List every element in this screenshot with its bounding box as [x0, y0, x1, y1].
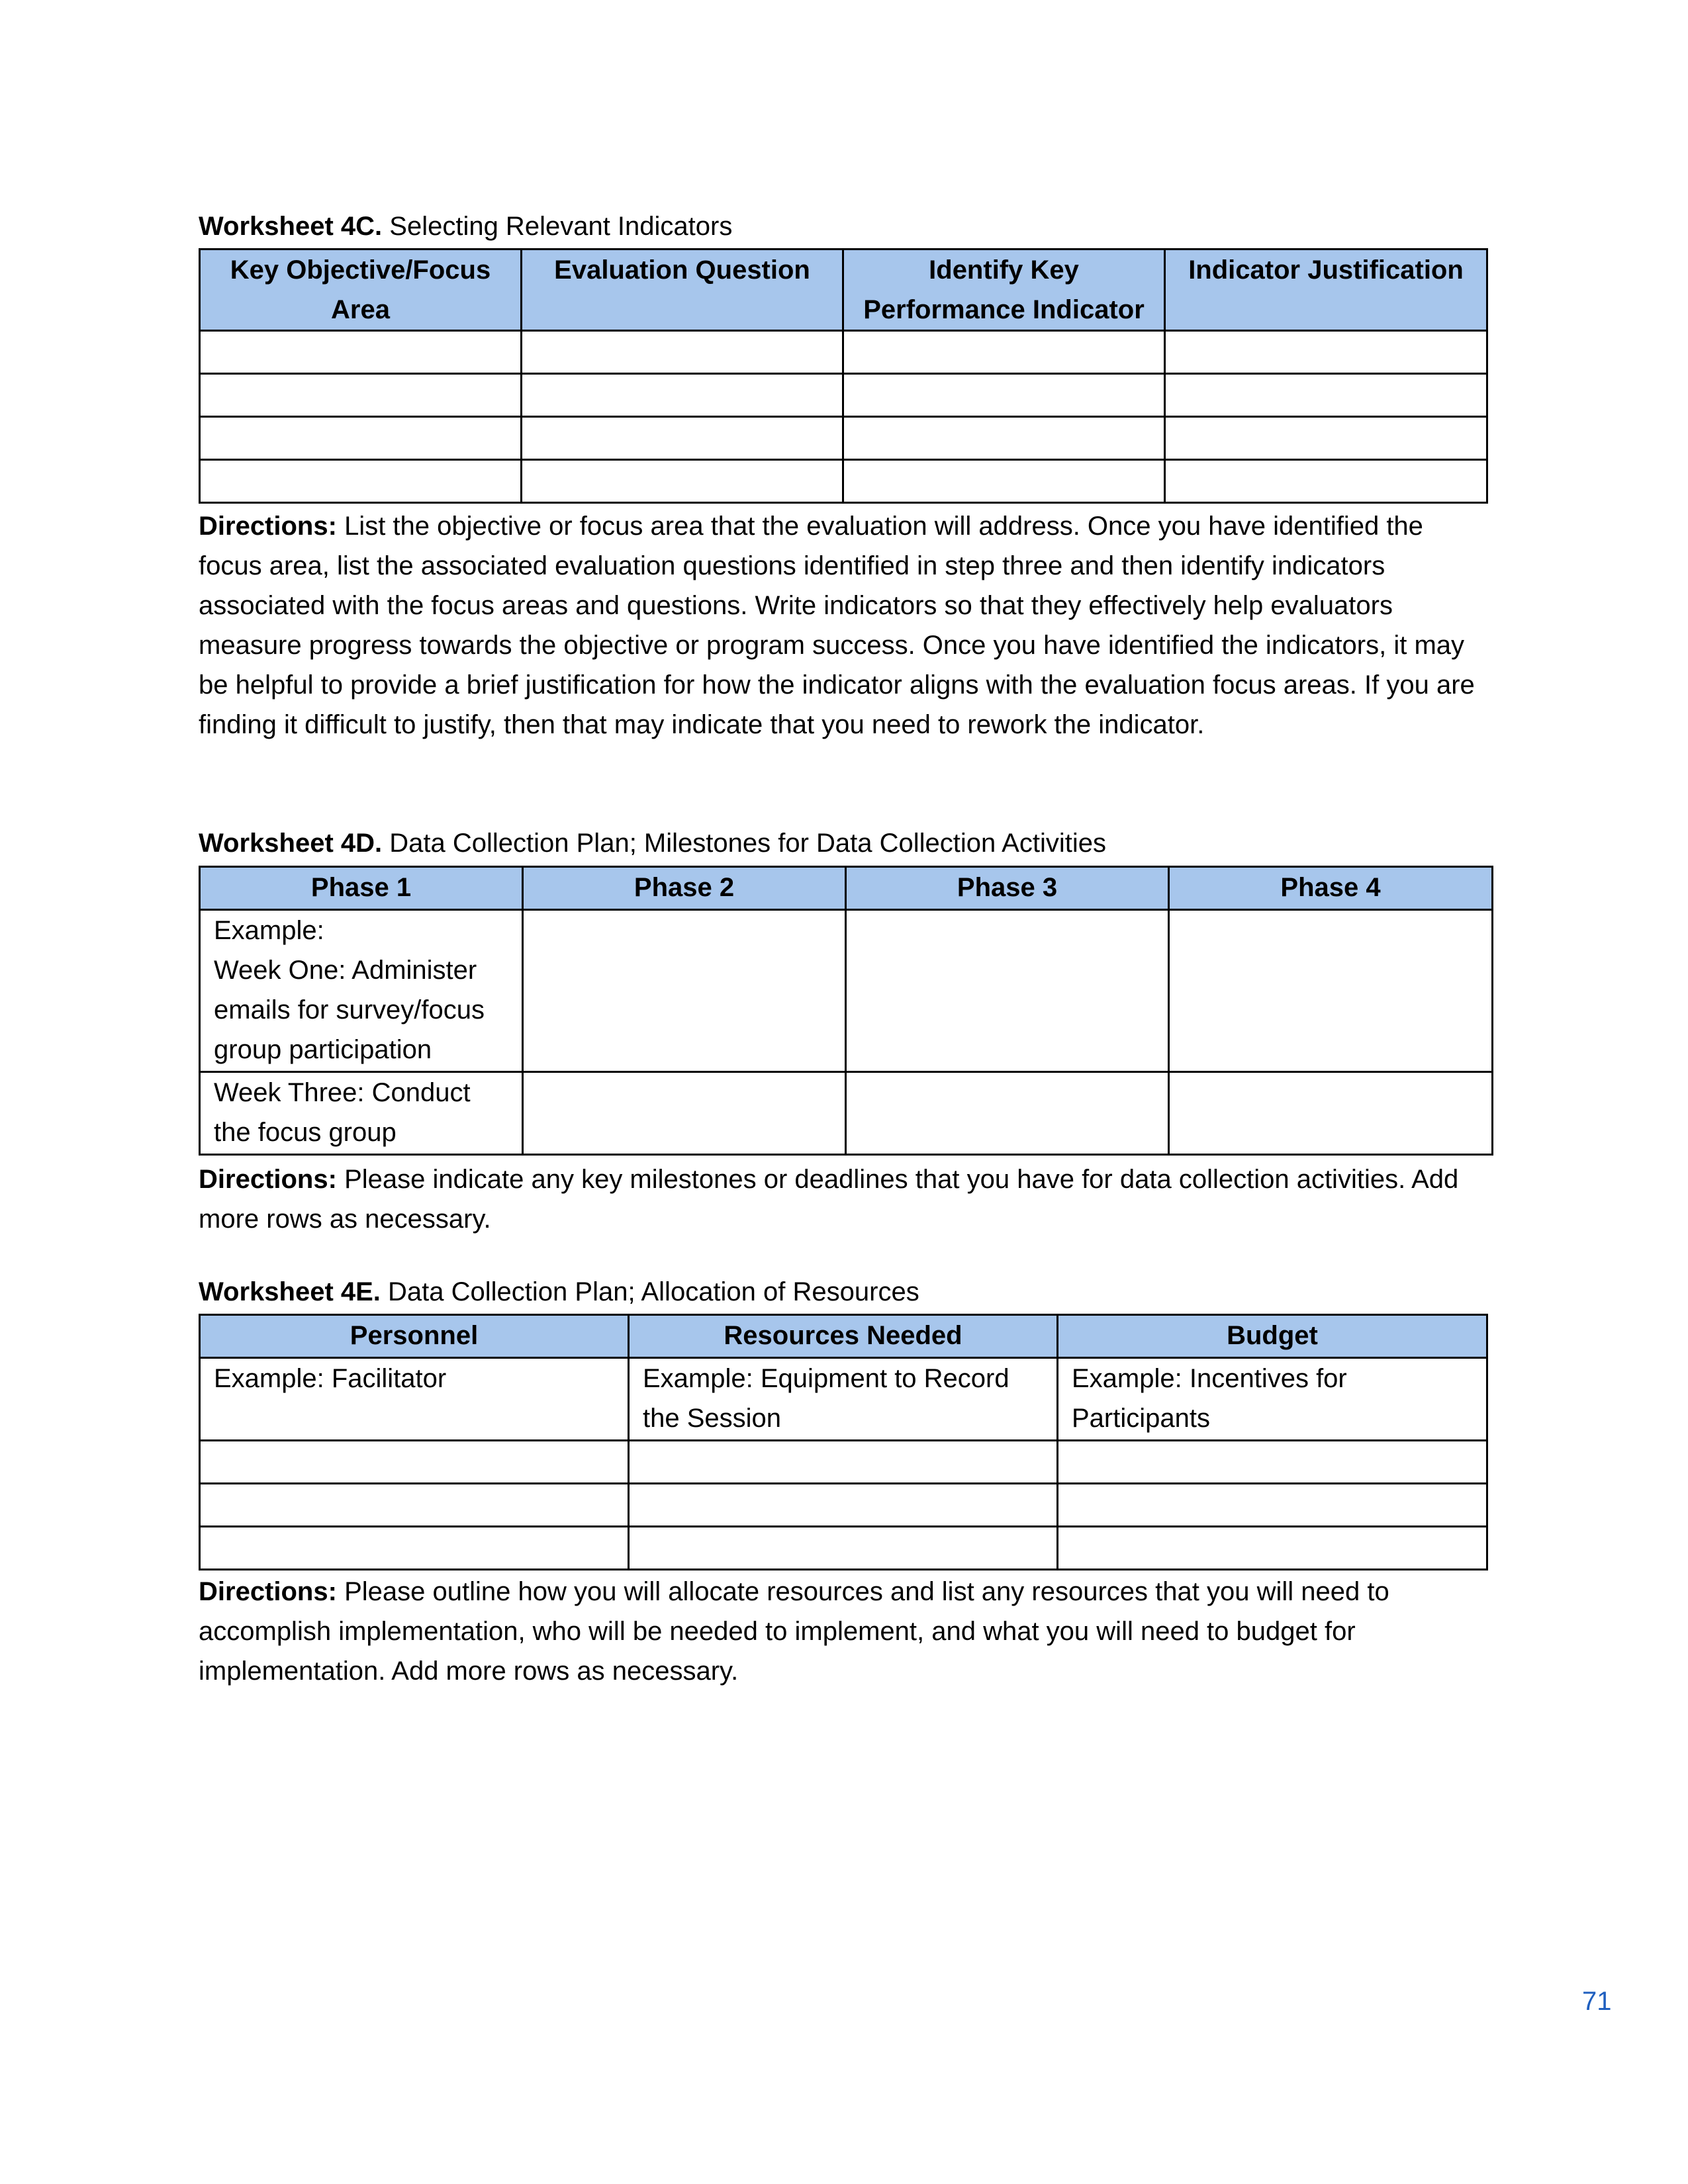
table-cell[interactable]	[629, 1527, 1058, 1570]
table-cell[interactable]	[629, 1484, 1058, 1527]
table-header-row	[200, 867, 1493, 910]
table-row	[200, 1527, 1487, 1570]
header-resources-needed: Resources Needed	[629, 1315, 1058, 1358]
table-cell[interactable]	[200, 331, 522, 374]
table-cell[interactable]	[846, 910, 1169, 1072]
table-cell[interactable]	[200, 1484, 629, 1527]
worksheet-4d-caption	[199, 827, 1106, 859]
table-row	[200, 460, 1487, 503]
table-cell[interactable]	[1169, 910, 1493, 1072]
table-cell[interactable]	[522, 374, 843, 417]
table-row	[200, 910, 1493, 1072]
header-personnel: Personnel	[200, 1315, 629, 1358]
worksheet-4c-caption	[199, 210, 732, 242]
example-line: Week Three: Conduct	[214, 1078, 471, 1107]
worksheet-4c-table	[199, 248, 1488, 504]
header-evaluation-question: Evaluation Question	[522, 250, 843, 331]
worksheet-4d-label: Worksheet 4D.	[199, 829, 383, 858]
header-phase-4: Phase 4	[1169, 867, 1493, 910]
table-cell[interactable]	[522, 331, 843, 374]
worksheet-4e-directions	[199, 1572, 1489, 1691]
worksheet-4c-title: Selecting Relevant Indicators	[389, 212, 733, 241]
directions-text: Please outline how you will allocate resources and list any resources that you will need to accomplish implementation, who will be needed to implement, and what you will need to budget for implementation. Add more rows as necessary.	[199, 1577, 1389, 1686]
table-cell[interactable]	[1165, 331, 1487, 374]
table-cell[interactable]	[523, 1072, 846, 1155]
table-cell[interactable]	[843, 460, 1165, 503]
table-cell[interactable]	[843, 417, 1165, 460]
header-phase-3: Phase 3	[846, 867, 1169, 910]
table-cell[interactable]	[200, 417, 522, 460]
header-indicator-justification: Indicator Justification	[1165, 250, 1487, 331]
worksheet-4c-directions	[199, 506, 1489, 745]
worksheet-4e-label: Worksheet 4E.	[199, 1277, 381, 1306]
table-cell[interactable]: Example: Facilitator	[200, 1358, 629, 1441]
table-cell[interactable]	[200, 374, 522, 417]
header-key-objective: Key Objective/Focus Area	[200, 250, 522, 331]
example-line: Example:	[214, 916, 324, 945]
table-cell[interactable]	[522, 460, 843, 503]
example-line: emails for survey/focus	[214, 995, 485, 1024]
table-row	[200, 1358, 1487, 1441]
directions-label: Directions:	[199, 1165, 337, 1194]
table-cell[interactable]: Example: Equipment to Record the Session	[629, 1358, 1058, 1441]
table-cell[interactable]: Example: Incentives for Participants	[1058, 1358, 1487, 1441]
table-row	[200, 417, 1487, 460]
table-cell[interactable]	[1169, 1072, 1493, 1155]
worksheet-4d-directions	[199, 1160, 1489, 1239]
table-cell[interactable]	[629, 1441, 1058, 1484]
table-row	[200, 1072, 1493, 1155]
table-cell[interactable]	[200, 1527, 629, 1570]
worksheet-4e-caption	[199, 1276, 919, 1308]
worksheet-4d-table	[199, 866, 1493, 1156]
table-cell[interactable]	[1165, 460, 1487, 503]
header-key-performance-indicator: Identify Key Performance Indicator	[843, 250, 1165, 331]
header-phase-1: Phase 1	[200, 867, 523, 910]
directions-label: Directions:	[199, 512, 337, 541]
table-cell[interactable]	[523, 910, 846, 1072]
table-cell[interactable]	[1058, 1441, 1487, 1484]
table-row	[200, 1441, 1487, 1484]
worksheet-4e-table	[199, 1314, 1488, 1570]
worksheet-4e-title: Data Collection Plan; Allocation of Resources	[388, 1277, 919, 1306]
table-cell[interactable]	[200, 910, 523, 1072]
header-budget: Budget	[1058, 1315, 1487, 1358]
table-row	[200, 331, 1487, 374]
table-row	[200, 374, 1487, 417]
table-header-row	[200, 1315, 1487, 1358]
table-cell[interactable]	[522, 417, 843, 460]
table-cell[interactable]	[843, 331, 1165, 374]
table-cell[interactable]	[200, 1441, 629, 1484]
table-cell[interactable]	[1058, 1484, 1487, 1527]
example-line: Week One: Administer	[214, 956, 477, 985]
example-line: the focus group	[214, 1118, 397, 1147]
worksheet-4d-title: Data Collection Plan; Milestones for Data Collection Activities	[389, 829, 1106, 858]
table-cell[interactable]	[1165, 374, 1487, 417]
header-phase-2: Phase 2	[523, 867, 846, 910]
table-cell[interactable]	[1165, 417, 1487, 460]
table-cell[interactable]	[200, 1072, 523, 1155]
table-row	[200, 1484, 1487, 1527]
directions-label: Directions:	[199, 1577, 337, 1606]
table-cell[interactable]	[846, 1072, 1169, 1155]
table-cell[interactable]	[843, 374, 1165, 417]
table-header-row	[200, 250, 1487, 331]
table-cell[interactable]	[200, 460, 522, 503]
table-cell[interactable]	[1058, 1527, 1487, 1570]
page-number: 71	[1582, 1987, 1612, 2016]
worksheet-4c-label: Worksheet 4C.	[199, 212, 383, 241]
directions-text: Please indicate any key milestones or deadlines that you have for data collection activities. Add more rows as necessary.	[199, 1165, 1459, 1234]
directions-text: List the objective or focus area that the evaluation will address. Once you have identified the focus area, list the associated evaluation questions identified in step three and then identify indicators associated with the focus areas and questions. Write indicators so that they effectively help evaluators measure progress towards the objective or program success. Once you have identified the indicators, it may be helpful to provide a brief justification for how the indicator aligns with the evaluation focus areas. If you are finding it difficult to justify, then that may indicate that you need to rework the indicator.	[199, 512, 1475, 739]
example-line: group participation	[214, 1035, 432, 1064]
